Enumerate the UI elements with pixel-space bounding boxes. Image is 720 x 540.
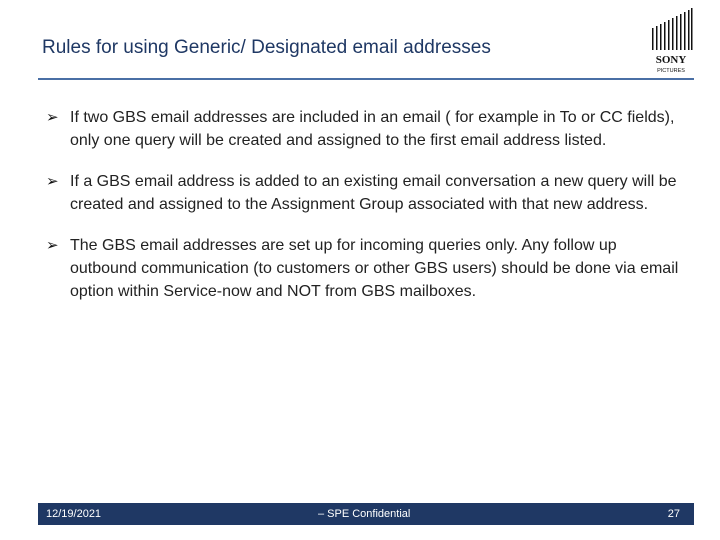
footer-date: 12/19/2021 [46, 508, 102, 520]
bullet-item [46, 234, 686, 303]
footer-confidentiality: – SPE Confidential [318, 508, 411, 520]
arrowhead-bullet-icon: ➢ [46, 236, 59, 254]
logo-brand-text: SONY [655, 54, 687, 66]
bullet-text: If a GBS email address is added to an existing email conversation a new query will be created and assigned to the Assignment Group associated with that new address. [70, 173, 677, 213]
arrowhead-bullet-icon: ➢ [46, 108, 59, 126]
bullet-item [46, 106, 686, 152]
logo-sub-text: PICTURES [657, 68, 685, 74]
title-divider [38, 78, 694, 80]
bullet-text: If two GBS email addresses are included in an email ( for example in To or CC fields), only one query will be created and assigned to the first email address listed. [70, 109, 675, 149]
bullet-list [46, 106, 686, 321]
bullet-text: The GBS email addresses are set up for incoming queries only. Any follow up outbound communication (to customers or other GBS users) should be done via email option within Service-now and NOT from GBS mailboxes. [70, 237, 679, 300]
arrowhead-bullet-icon: ➢ [46, 172, 59, 190]
footer-bar [38, 503, 694, 525]
bullet-item [46, 170, 686, 216]
sony-pictures-logo [648, 8, 694, 74]
footer-page-number: 27 [667, 508, 680, 520]
slide-title: Rules for using Generic/ Designated email addresses [42, 37, 491, 58]
logo-stripes-icon [652, 8, 693, 50]
